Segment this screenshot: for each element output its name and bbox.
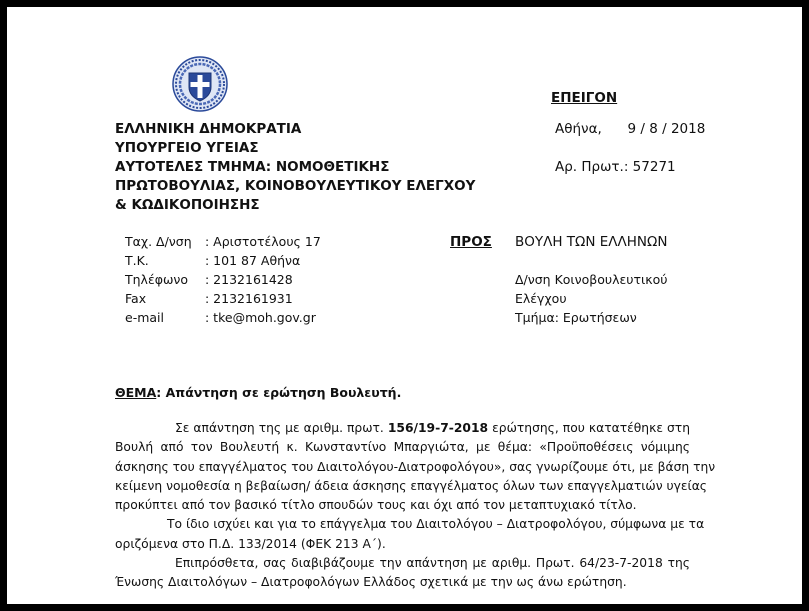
urgent-stamp: ΕΠΕΙΓΟΝ xyxy=(551,90,618,106)
body-text-span: Σε απάντηση της με αριθμ. πρωτ. xyxy=(175,421,388,435)
address-value: : Αριστοτέλους 17 xyxy=(205,234,321,249)
greek-state-seal-icon xyxy=(172,56,228,112)
fax-label: Fax xyxy=(125,291,147,306)
body-line: Βουλή από τον Βουλευτή κ. Κωνσταντίνο Μπαργιώτα, με θέμα: «Προϋποθέσεις νόμιμης xyxy=(115,440,690,455)
body-line: Επιπρόσθετα, σας διαβιβάζουμε την απάντηση με αριθμ. Πρωτ. 64/23-7-2018 της xyxy=(175,556,690,571)
email-label: e-mail xyxy=(125,310,164,325)
phone-value: : 2132161428 xyxy=(205,272,293,287)
email-value: : tke@moh.gov.gr xyxy=(205,310,316,325)
body-line: άσκησης του επαγγέλματος του Διαιτολόγου-Διατροφολόγου», σας γνωρίζουμε ότι, με βάση την xyxy=(115,459,716,474)
question-protocol-number: 156/19-7-2018 xyxy=(387,421,489,435)
fax-value: : 2132161931 xyxy=(205,291,293,306)
protocol-number: Αρ. Πρωτ.: 57271 xyxy=(555,159,676,175)
body-text-span: ερώτησης, που κατατέθηκε στη xyxy=(488,421,691,435)
zip-label: Τ.Κ. xyxy=(125,253,149,268)
recipient-dept-line2: Ελέγχου xyxy=(515,291,567,306)
recipient-dept-line3: Τμήμα: Ερωτήσεων xyxy=(515,310,637,325)
body-line: προκύπτει από τον βασικό τίτλο σπουδών τους και όχι από τον μεταπτυχιακό τίτλο. xyxy=(115,498,637,513)
recipient-label: ΠΡΟΣ xyxy=(450,234,492,250)
org-line-codification: & ΚΩΔΙΚΟΠΟΙΗΣΗΣ xyxy=(115,197,260,213)
phone-label: Τηλέφωνο xyxy=(125,272,189,287)
body-line: Ένωσης Διαιτολόγων – Διατροφολόγων Ελλάδος σχετικά με την ως άνω ερώτηση. xyxy=(115,575,627,590)
body-line: Το ίδιο ισχύει και για το επάγγελμα του Διαιτολόγου – Διατροφολόγου, σύμφωνα με τα xyxy=(167,517,705,532)
place-date: Αθήνα, 9 / 8 / 2018 xyxy=(555,121,706,137)
body-line: κείμενη νομοθεσία η βεβαίωση/ άδεια άσκησης επαγγέλματος όλων των επαγγελματιών υγείας xyxy=(115,478,708,493)
address-label: Ταχ. Δ/νση xyxy=(125,234,192,249)
org-line-ministry: ΥΠΟΥΡΓΕΙΟ ΥΓΕΙΑΣ xyxy=(115,140,259,156)
recipient-name: ΒΟΥΛΗ ΤΩΝ ΕΛΛΗΝΩΝ xyxy=(515,234,668,250)
body-line: οριζόμενα στο Π.Δ. 133/2014 (ΦΕΚ 213 Α΄). xyxy=(115,536,386,551)
subject-label: ΘΕΜΑ xyxy=(115,385,157,400)
body-line xyxy=(115,419,690,438)
org-line-department: ΑΥΤΟΤΕΛΕΣ ΤΜΗΜΑ: ΝΟΜΟΘΕΤΙΚΗΣ xyxy=(115,159,390,175)
zip-value: : 101 87 Αθήνα xyxy=(205,253,301,268)
letter-body xyxy=(115,419,716,593)
subject-text: : Απάντηση σε ερώτηση Βουλευτή. xyxy=(156,385,402,400)
recipient-dept-line1: Δ/νση Κοινοβουλευτικού xyxy=(515,272,668,287)
subject-line xyxy=(115,385,401,400)
org-line-republic: ΕΛΛΗΝΙΚΗ ΔΗΜΟΚΡΑΤΙΑ xyxy=(115,121,302,137)
org-line-department-cont: ΠΡΩΤΟΒΟΥΛΙΑΣ, ΚΟΙΝΟΒΟΥΛΕΥΤΙΚΟΥ ΕΛΕΓΧΟΥ xyxy=(115,178,476,194)
